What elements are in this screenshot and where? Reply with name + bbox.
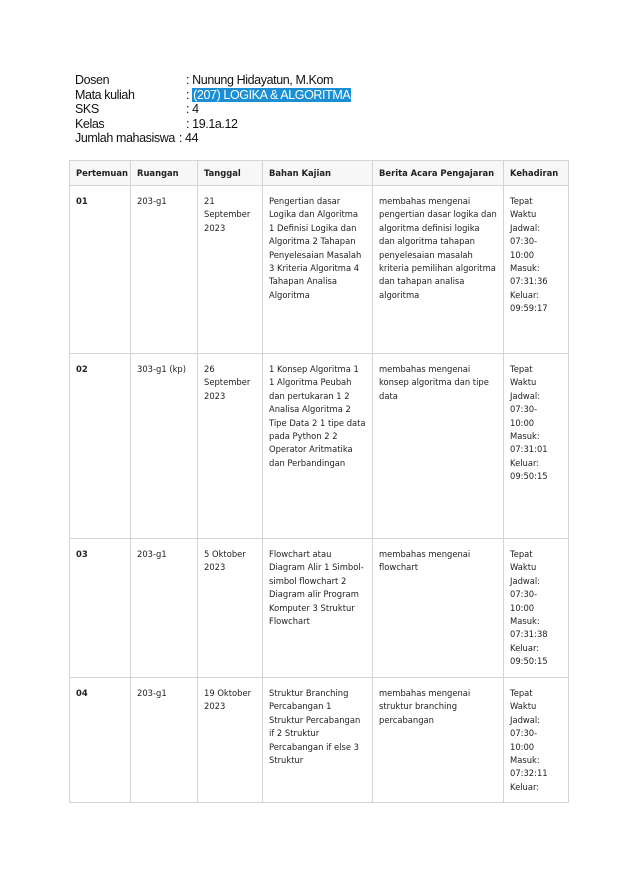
header-label: Kelas — [75, 116, 105, 131]
cell-ruangan: 203-g1 — [131, 186, 198, 354]
cell-ruangan: 303-g1 (kp) — [131, 354, 198, 539]
cell-kehadiran: Tepat Waktu Jadwal: 07:30- 10:00 Masuk: 07:31:36 Keluar: 09:59:17 — [504, 186, 569, 354]
cell-pertemuan: 04 — [70, 678, 131, 803]
cell-kehadiran: Tepat Waktu Jadwal: 07:30- 10:00 Masuk: 07:31:38 Keluar: 09:50:15 — [504, 539, 569, 678]
cell-berita-acara: membahas mengenai pengertian dasar logika dan algoritma definisi logika dan algoritma tahapan penyelesaian masalah kriteria pemilihan algoritma dan tahapan analisa algoritma — [373, 186, 504, 354]
header-row-jumlah — [75, 131, 351, 146]
col-header-ruangan: Ruangan — [131, 161, 198, 186]
header-value: : 44 — [178, 131, 199, 146]
col-header-pertemuan: Pertemuan — [70, 161, 131, 186]
course-header — [75, 73, 351, 146]
header-row-dosen — [75, 73, 351, 88]
table-row — [70, 186, 569, 354]
table-row — [70, 354, 569, 539]
course-name-highlight: (207) LOGIKA & ALGORITMA — [193, 87, 351, 102]
cell-berita-acara: membahas mengenai flowchart — [373, 539, 504, 678]
cell-bahan-kajian: Struktur Branching Percabangan 1 Struktur Percabangan if 2 Struktur Percabangan if else 3 Struktur — [263, 678, 373, 803]
header-prefix: : — [186, 87, 193, 102]
header-value: : 19.1a.12 — [186, 116, 238, 131]
header-row-mata-kuliah — [75, 88, 351, 103]
header-value: : Nunung Hidayatun, M.Kom — [186, 73, 334, 87]
cell-tanggal: 19 Oktober 2023 — [198, 678, 263, 803]
cell-tanggal: 21 September 2023 — [198, 186, 263, 354]
header-label: Dosen — [75, 73, 110, 87]
header-label: SKS — [75, 102, 99, 117]
header-value: : 4 — [186, 102, 199, 117]
header-label: Mata kuliah — [75, 87, 135, 102]
cell-berita-acara: membahas mengenai konsep algoritma dan tipe data — [373, 354, 504, 539]
cell-tanggal: 26 September 2023 — [198, 354, 263, 539]
cell-tanggal: 5 Oktober 2023 — [198, 539, 263, 678]
cell-pertemuan: 03 — [70, 539, 131, 678]
cell-kehadiran: Tepat Waktu Jadwal: 07:30- 10:00 Masuk: 07:32:11 Keluar: — [504, 678, 569, 803]
table-header-row — [70, 161, 569, 186]
cell-ruangan: 203-g1 — [131, 678, 198, 803]
cell-ruangan: 203-g1 — [131, 539, 198, 678]
cell-pertemuan: 02 — [70, 354, 131, 539]
header-row-kelas — [75, 117, 351, 132]
col-header-berita-acara: Berita Acara Pengajaran — [373, 161, 504, 186]
cell-berita-acara: membahas mengenai struktur branching percabangan — [373, 678, 504, 803]
cell-pertemuan: 01 — [70, 186, 131, 354]
header-label: Jumlah mahasiswa — [75, 131, 175, 146]
table-row — [70, 678, 569, 803]
cell-bahan-kajian: Flowchart atau Diagram Alir 1 Simbol-simbol flowchart 2 Diagram alir Program Komputer 3 Struktur Flowchart — [263, 539, 373, 678]
cell-kehadiran: Tepat Waktu Jadwal: 07:30- 10:00 Masuk: 07:31:01 Keluar: 09:50:15 — [504, 354, 569, 539]
attendance-table — [69, 160, 569, 803]
header-row-sks — [75, 102, 351, 117]
cell-bahan-kajian: 1 Konsep Algoritma 1 1 Algoritma Peubah dan pertukaran 1 2 Analisa Algoritma 2 Tipe Data 2 1 tipe data pada Python 2 2 Operator Aritmatika dan Perbandingan — [263, 354, 373, 539]
col-header-bahan-kajian: Bahan Kajian — [263, 161, 373, 186]
table-row — [70, 539, 569, 678]
col-header-kehadiran: Kehadiran — [504, 161, 569, 186]
cell-bahan-kajian: Pengertian dasar Logika dan Algoritma 1 Definisi Logika dan Algoritma 2 Tahapan Penyelesaian Masalah 3 Kriteria Algoritma 4 Tahapan Analisa Algoritma — [263, 186, 373, 354]
col-header-tanggal: Tanggal — [198, 161, 263, 186]
